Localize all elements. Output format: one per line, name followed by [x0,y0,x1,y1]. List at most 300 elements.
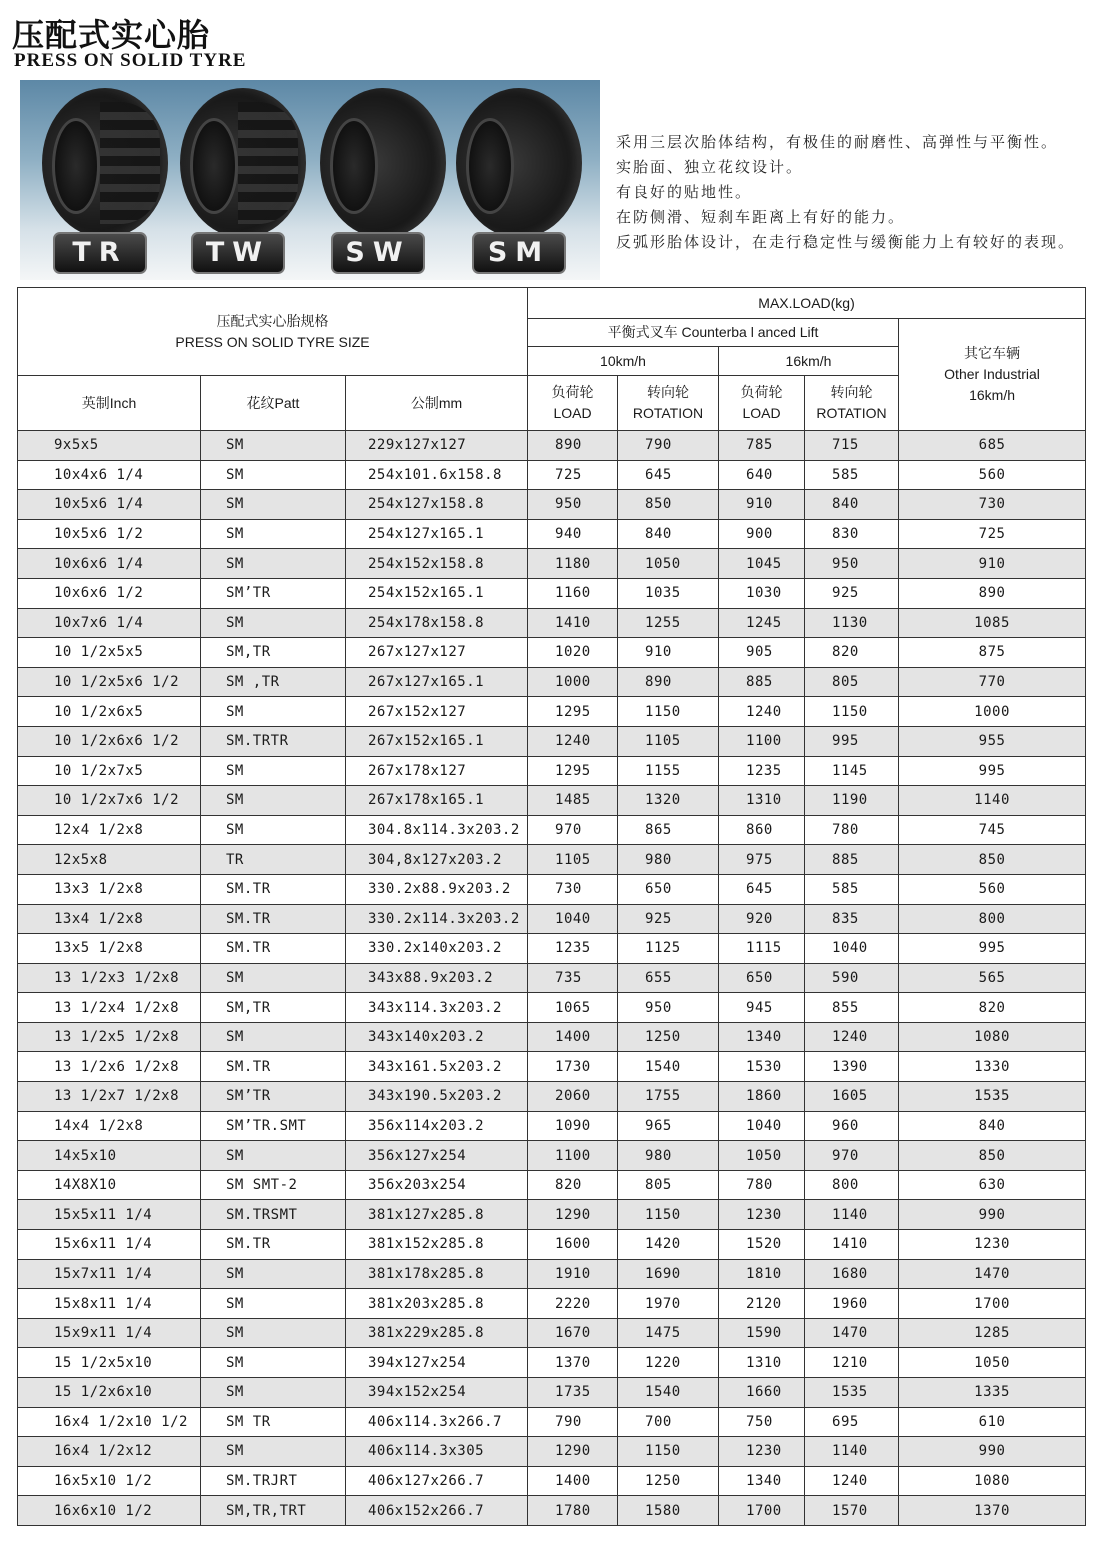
other-industrial-cell: 890 [899,578,1086,608]
pattern-cell: SM.TRTR [201,726,346,756]
other-industrial-cell: 730 [899,490,1086,520]
other-industrial-cell: 850 [899,845,1086,875]
load-10-cell: 1295 [528,697,618,727]
load-16-cell: 1340 [719,1466,805,1496]
max-load-header: MAX.LOAD(kg) [528,288,1086,319]
rotation-16-cell: 855 [805,993,899,1023]
rotation-10-cell: 650 [618,874,719,904]
rotation-16-cell: 590 [805,963,899,993]
rotation-16-cell: 1240 [805,1022,899,1052]
inch-cell: 13 1/2x4 1/2x8 [18,993,201,1023]
load-16-cell: 920 [719,904,805,934]
load-16-cell: 1030 [719,578,805,608]
tyre-sm-image [456,88,582,238]
load-16-cell: 1235 [719,756,805,786]
metric-cell: 381x127x285.8 [346,1200,528,1230]
metric-cell: 254x127x165.1 [346,519,528,549]
load-10-cell: 1780 [528,1496,618,1526]
metric-cell: 343x114.3x203.2 [346,993,528,1023]
metric-cell: 229x127x127 [346,431,528,461]
metric-cell: 254x152x158.8 [346,549,528,579]
metric-cell: 394x152x254 [346,1378,528,1408]
pattern-cell: SM [201,1378,346,1408]
load-10-cell: 1670 [528,1318,618,1348]
load-16-cell: 1040 [719,1111,805,1141]
metric-cell: 267x127x127 [346,638,528,668]
rotation-10-cell: 805 [618,1170,719,1200]
table-row [18,1170,1086,1200]
tyre-sw-image [320,88,446,238]
rotation-10-cell: 1220 [618,1348,719,1378]
table-row [18,1111,1086,1141]
load-16-cell: 905 [719,638,805,668]
rotation-10-cell: 1150 [618,1200,719,1230]
pattern-cell: SM,TR,TRT [201,1496,346,1526]
table-row [18,1318,1086,1348]
pattern-cell: SM TR [201,1407,346,1437]
col-load-16-header: 负荷轮 LOAD [719,376,805,431]
col-patt-header: 花纹Patt [201,376,346,431]
inch-cell: 12x5x8 [18,845,201,875]
tyre-tr-image [42,88,168,238]
metric-cell: 381x203x285.8 [346,1289,528,1319]
pattern-cell: SM.TR [201,874,346,904]
metric-cell: 254x178x158.8 [346,608,528,638]
rotation-10-cell: 925 [618,904,719,934]
load-10-cell: 1100 [528,1141,618,1171]
inch-cell: 15x6x11 1/4 [18,1230,201,1260]
pattern-cell: SM’TR [201,578,346,608]
inch-cell: 10x4x6 1/4 [18,460,201,490]
table-row [18,667,1086,697]
load-10-cell: 1730 [528,1052,618,1082]
pattern-cell: SM [201,460,346,490]
other-industrial-cell: 1080 [899,1022,1086,1052]
rotation-10-cell: 980 [618,845,719,875]
rotation-16-cell: 830 [805,519,899,549]
pattern-cell: SM [201,1318,346,1348]
description-line: 有良好的贴地性。 [616,183,753,201]
rotation-10-cell: 1150 [618,697,719,727]
load-16-cell: 975 [719,845,805,875]
rotation-10-cell: 950 [618,993,719,1023]
load-10-cell: 1485 [528,786,618,816]
load-10-cell: 1400 [528,1022,618,1052]
rotation-10-cell: 645 [618,460,719,490]
rotation-10-cell: 1255 [618,608,719,638]
load-16-cell: 945 [719,993,805,1023]
rotation-10-cell: 1105 [618,726,719,756]
rotation-16-cell: 1140 [805,1200,899,1230]
table-row [18,1200,1086,1230]
table-row [18,1022,1086,1052]
size-header: 压配式实心胎规格 PRESS ON SOLID TYRE SIZE [18,288,528,376]
rotation-10-cell: 1540 [618,1378,719,1408]
pattern-cell: SM.TR [201,904,346,934]
pattern-cell: SM [201,549,346,579]
pattern-cell: SM [201,490,346,520]
metric-cell: 356x114x203.2 [346,1111,528,1141]
load-10-cell: 2220 [528,1289,618,1319]
other-industrial-cell: 995 [899,934,1086,964]
rotation-16-cell: 1960 [805,1289,899,1319]
description-line: 在防侧滑、短刹车距离上有好的能力。 [616,208,906,226]
metric-cell: 267x152x127 [346,697,528,727]
metric-cell: 304,8x127x203.2 [346,845,528,875]
rotation-10-cell: 1475 [618,1318,719,1348]
inch-cell: 10x5x6 1/4 [18,490,201,520]
table-row [18,1496,1086,1526]
metric-cell: 406x127x266.7 [346,1466,528,1496]
description-line: 实胎面、独立花纹设计。 [616,158,804,176]
spec-table-body [18,431,1086,1526]
inch-cell: 10x6x6 1/4 [18,549,201,579]
speed-10-header: 10km/h [528,347,719,376]
load-16-cell: 750 [719,1407,805,1437]
load-10-cell: 820 [528,1170,618,1200]
col-rot-16-header: 转向轮 ROTATION [805,376,899,431]
other-industrial-cell: 955 [899,726,1086,756]
rotation-16-cell: 585 [805,460,899,490]
rotation-10-cell: 1250 [618,1022,719,1052]
inch-cell: 10 1/2x7x5 [18,756,201,786]
pattern-cell: SM [201,1348,346,1378]
rotation-10-cell: 1320 [618,786,719,816]
rotation-16-cell: 1390 [805,1052,899,1082]
metric-cell: 343x190.5x203.2 [346,1082,528,1112]
inch-cell: 14X8X10 [18,1170,201,1200]
load-10-cell: 1290 [528,1200,618,1230]
rotation-16-cell: 780 [805,815,899,845]
load-10-cell: 1000 [528,667,618,697]
table-row [18,1437,1086,1467]
rotation-16-cell: 1680 [805,1259,899,1289]
metric-cell: 254x101.6x158.8 [346,460,528,490]
table-row [18,786,1086,816]
rotation-10-cell: 1150 [618,1437,719,1467]
load-16-cell: 780 [719,1170,805,1200]
badge-tr: TR [53,232,147,274]
inch-cell: 12x4 1/2x8 [18,815,201,845]
counterbalanced-header: 平衡式叉车 Counterba l anced Lift [528,319,899,347]
load-10-cell: 1370 [528,1348,618,1378]
inch-cell: 16x5x10 1/2 [18,1466,201,1496]
col-rot-10-header: 转向轮 ROTATION [618,376,719,431]
inch-cell: 10x5x6 1/2 [18,519,201,549]
load-10-cell: 1020 [528,638,618,668]
other-industrial-cell: 990 [899,1437,1086,1467]
other-industrial-cell: 745 [899,815,1086,845]
load-16-cell: 910 [719,490,805,520]
load-16-cell: 785 [719,431,805,461]
metric-cell: 330.2x114.3x203.2 [346,904,528,934]
rotation-16-cell: 1190 [805,786,899,816]
rotation-16-cell: 960 [805,1111,899,1141]
other-industrial-cell: 840 [899,1111,1086,1141]
other-industrial-cell: 1230 [899,1230,1086,1260]
speed-16-header: 16km/h [719,347,899,376]
pattern-cell: SM SMT-2 [201,1170,346,1200]
load-16-cell: 1700 [719,1496,805,1526]
table-row [18,1348,1086,1378]
metric-cell: 343x140x203.2 [346,1022,528,1052]
rotation-10-cell: 1035 [618,578,719,608]
metric-cell: 381x152x285.8 [346,1230,528,1260]
other-industrial-header: 其它车辆 Other Industrial 16km/h [899,319,1086,431]
load-16-cell: 1310 [719,1348,805,1378]
load-10-cell: 1235 [528,934,618,964]
inch-cell: 10 1/2x5x6 1/2 [18,667,201,697]
load-16-cell: 1810 [719,1259,805,1289]
description-line: 采用三层次胎体结构，有极佳的耐磨性、高弹性与平衡性。 [616,133,1059,151]
rotation-16-cell: 925 [805,578,899,608]
load-10-cell: 1240 [528,726,618,756]
table-row [18,697,1086,727]
spec-table [17,287,1086,1526]
rotation-16-cell: 1570 [805,1496,899,1526]
pattern-cell: SM [201,431,346,461]
rotation-16-cell: 695 [805,1407,899,1437]
table-row [18,578,1086,608]
rotation-16-cell: 1410 [805,1230,899,1260]
rotation-10-cell: 1250 [618,1466,719,1496]
load-10-cell: 2060 [528,1082,618,1112]
other-industrial-cell: 560 [899,874,1086,904]
table-row [18,874,1086,904]
pattern-cell: SM [201,519,346,549]
table-row [18,1052,1086,1082]
load-16-cell: 900 [719,519,805,549]
rotation-16-cell: 995 [805,726,899,756]
load-10-cell: 890 [528,431,618,461]
load-10-cell: 1090 [528,1111,618,1141]
rotation-16-cell: 1470 [805,1318,899,1348]
inch-cell: 14x5x10 [18,1141,201,1171]
load-10-cell: 1600 [528,1230,618,1260]
table-row [18,638,1086,668]
metric-cell: 406x114.3x305 [346,1437,528,1467]
other-industrial-cell: 800 [899,904,1086,934]
rotation-16-cell: 1210 [805,1348,899,1378]
table-row [18,845,1086,875]
rotation-10-cell: 1755 [618,1082,719,1112]
load-10-cell: 1180 [528,549,618,579]
inch-cell: 10 1/2x7x6 1/2 [18,786,201,816]
inch-cell: 10 1/2x5x5 [18,638,201,668]
load-10-cell: 1735 [528,1378,618,1408]
load-10-cell: 1400 [528,1466,618,1496]
inch-cell: 13 1/2x3 1/2x8 [18,963,201,993]
table-row [18,1466,1086,1496]
load-16-cell: 1115 [719,934,805,964]
col-load-10-header: 负荷轮 LOAD [528,376,618,431]
rotation-10-cell: 1580 [618,1496,719,1526]
pattern-cell: SM’TR.SMT [201,1111,346,1141]
other-industrial-cell: 725 [899,519,1086,549]
rotation-10-cell: 840 [618,519,719,549]
page-title-cn: 压配式实心胎 [12,16,211,54]
table-row [18,1230,1086,1260]
pattern-cell: SM [201,815,346,845]
other-industrial-cell: 1080 [899,1466,1086,1496]
load-10-cell: 790 [528,1407,618,1437]
other-industrial-cell: 1085 [899,608,1086,638]
inch-cell: 9x5x5 [18,431,201,461]
description-line: 反弧形胎体设计，在走行稳定性与缓衡能力上有较好的表现。 [616,233,1076,251]
inch-cell: 15x5x11 1/4 [18,1200,201,1230]
load-10-cell: 950 [528,490,618,520]
table-row [18,904,1086,934]
other-industrial-cell: 910 [899,549,1086,579]
pattern-cell: SM [201,1259,346,1289]
other-industrial-cell: 1700 [899,1289,1086,1319]
inch-cell: 13x4 1/2x8 [18,904,201,934]
metric-cell: 267x178x165.1 [346,786,528,816]
other-industrial-cell: 875 [899,638,1086,668]
inch-cell: 13x5 1/2x8 [18,934,201,964]
rotation-10-cell: 1050 [618,549,719,579]
other-industrial-cell: 1470 [899,1259,1086,1289]
pattern-cell: SM.TR [201,934,346,964]
load-10-cell: 1290 [528,1437,618,1467]
load-10-cell: 725 [528,460,618,490]
load-10-cell: 1910 [528,1259,618,1289]
load-16-cell: 1520 [719,1230,805,1260]
pattern-cell: SM [201,1141,346,1171]
other-industrial-cell: 1140 [899,786,1086,816]
metric-cell: 343x161.5x203.2 [346,1052,528,1082]
pattern-cell: SM [201,697,346,727]
rotation-16-cell: 820 [805,638,899,668]
tyre-tw-image [180,88,306,238]
rotation-16-cell: 840 [805,490,899,520]
load-16-cell: 1230 [719,1437,805,1467]
pattern-cell: SM ,TR [201,667,346,697]
load-16-cell: 645 [719,874,805,904]
inch-cell: 15 1/2x6x10 [18,1378,201,1408]
table-row [18,963,1086,993]
metric-cell: 381x229x285.8 [346,1318,528,1348]
rotation-16-cell: 805 [805,667,899,697]
rotation-10-cell: 1125 [618,934,719,964]
rotation-16-cell: 1240 [805,1466,899,1496]
metric-cell: 267x178x127 [346,756,528,786]
load-10-cell: 735 [528,963,618,993]
pattern-cell: SM.TR [201,1052,346,1082]
load-16-cell: 2120 [719,1289,805,1319]
rotation-10-cell: 1690 [618,1259,719,1289]
rotation-16-cell: 950 [805,549,899,579]
col-mm-header: 公制mm [346,376,528,431]
metric-cell: 267x127x165.1 [346,667,528,697]
metric-cell: 330.2x88.9x203.2 [346,874,528,904]
pattern-cell: SM,TR [201,638,346,668]
pattern-cell: SM [201,1437,346,1467]
load-10-cell: 1105 [528,845,618,875]
rotation-16-cell: 1130 [805,608,899,638]
metric-cell: 267x152x165.1 [346,726,528,756]
metric-cell: 343x88.9x203.2 [346,963,528,993]
metric-cell: 356x203x254 [346,1170,528,1200]
load-10-cell: 940 [528,519,618,549]
other-industrial-cell: 1000 [899,697,1086,727]
load-16-cell: 1240 [719,697,805,727]
other-industrial-cell: 770 [899,667,1086,697]
load-16-cell: 1245 [719,608,805,638]
load-16-cell: 860 [719,815,805,845]
rotation-10-cell: 700 [618,1407,719,1437]
pattern-cell: SM [201,608,346,638]
load-16-cell: 1860 [719,1082,805,1112]
metric-cell: 254x152x165.1 [346,578,528,608]
rotation-16-cell: 1040 [805,934,899,964]
other-industrial-cell: 630 [899,1170,1086,1200]
inch-cell: 13 1/2x6 1/2x8 [18,1052,201,1082]
metric-cell: 356x127x254 [346,1141,528,1171]
table-row [18,490,1086,520]
pattern-cell: SM [201,786,346,816]
load-16-cell: 885 [719,667,805,697]
pattern-cell: SM.TR [201,1230,346,1260]
other-industrial-cell: 850 [899,1141,1086,1171]
pattern-cell: TR [201,845,346,875]
table-row [18,608,1086,638]
inch-cell: 16x4 1/2x12 [18,1437,201,1467]
rotation-16-cell: 1140 [805,1437,899,1467]
other-industrial-cell: 565 [899,963,1086,993]
load-16-cell: 640 [719,460,805,490]
inch-cell: 16x4 1/2x10 1/2 [18,1407,201,1437]
inch-cell: 10 1/2x6x6 1/2 [18,726,201,756]
load-10-cell: 1040 [528,904,618,934]
other-industrial-cell: 685 [899,431,1086,461]
table-row [18,934,1086,964]
page-title-en: PRESS ON SOLID TYRE [14,50,247,71]
other-industrial-cell: 995 [899,756,1086,786]
rotation-16-cell: 970 [805,1141,899,1171]
metric-cell: 406x114.3x266.7 [346,1407,528,1437]
metric-cell: 254x127x158.8 [346,490,528,520]
inch-cell: 16x6x10 1/2 [18,1496,201,1526]
rotation-16-cell: 835 [805,904,899,934]
other-industrial-cell: 1370 [899,1496,1086,1526]
inch-cell: 15x7x11 1/4 [18,1259,201,1289]
load-10-cell: 1065 [528,993,618,1023]
inch-cell: 10x6x6 1/2 [18,578,201,608]
other-industrial-cell: 1050 [899,1348,1086,1378]
table-row [18,1082,1086,1112]
load-16-cell: 1045 [719,549,805,579]
load-16-cell: 1230 [719,1200,805,1230]
metric-cell: 381x178x285.8 [346,1259,528,1289]
other-industrial-cell: 1285 [899,1318,1086,1348]
inch-cell: 13x3 1/2x8 [18,874,201,904]
rotation-10-cell: 655 [618,963,719,993]
table-row [18,431,1086,461]
load-16-cell: 1530 [719,1052,805,1082]
other-industrial-cell: 1330 [899,1052,1086,1082]
metric-cell: 330.2x140x203.2 [346,934,528,964]
table-row [18,993,1086,1023]
load-16-cell: 650 [719,963,805,993]
inch-cell: 13 1/2x7 1/2x8 [18,1082,201,1112]
load-16-cell: 1590 [719,1318,805,1348]
badge-sw: SW [331,232,425,274]
pattern-cell: SM [201,1289,346,1319]
pattern-cell: SM.TRSMT [201,1200,346,1230]
table-row [18,460,1086,490]
metric-cell: 394x127x254 [346,1348,528,1378]
